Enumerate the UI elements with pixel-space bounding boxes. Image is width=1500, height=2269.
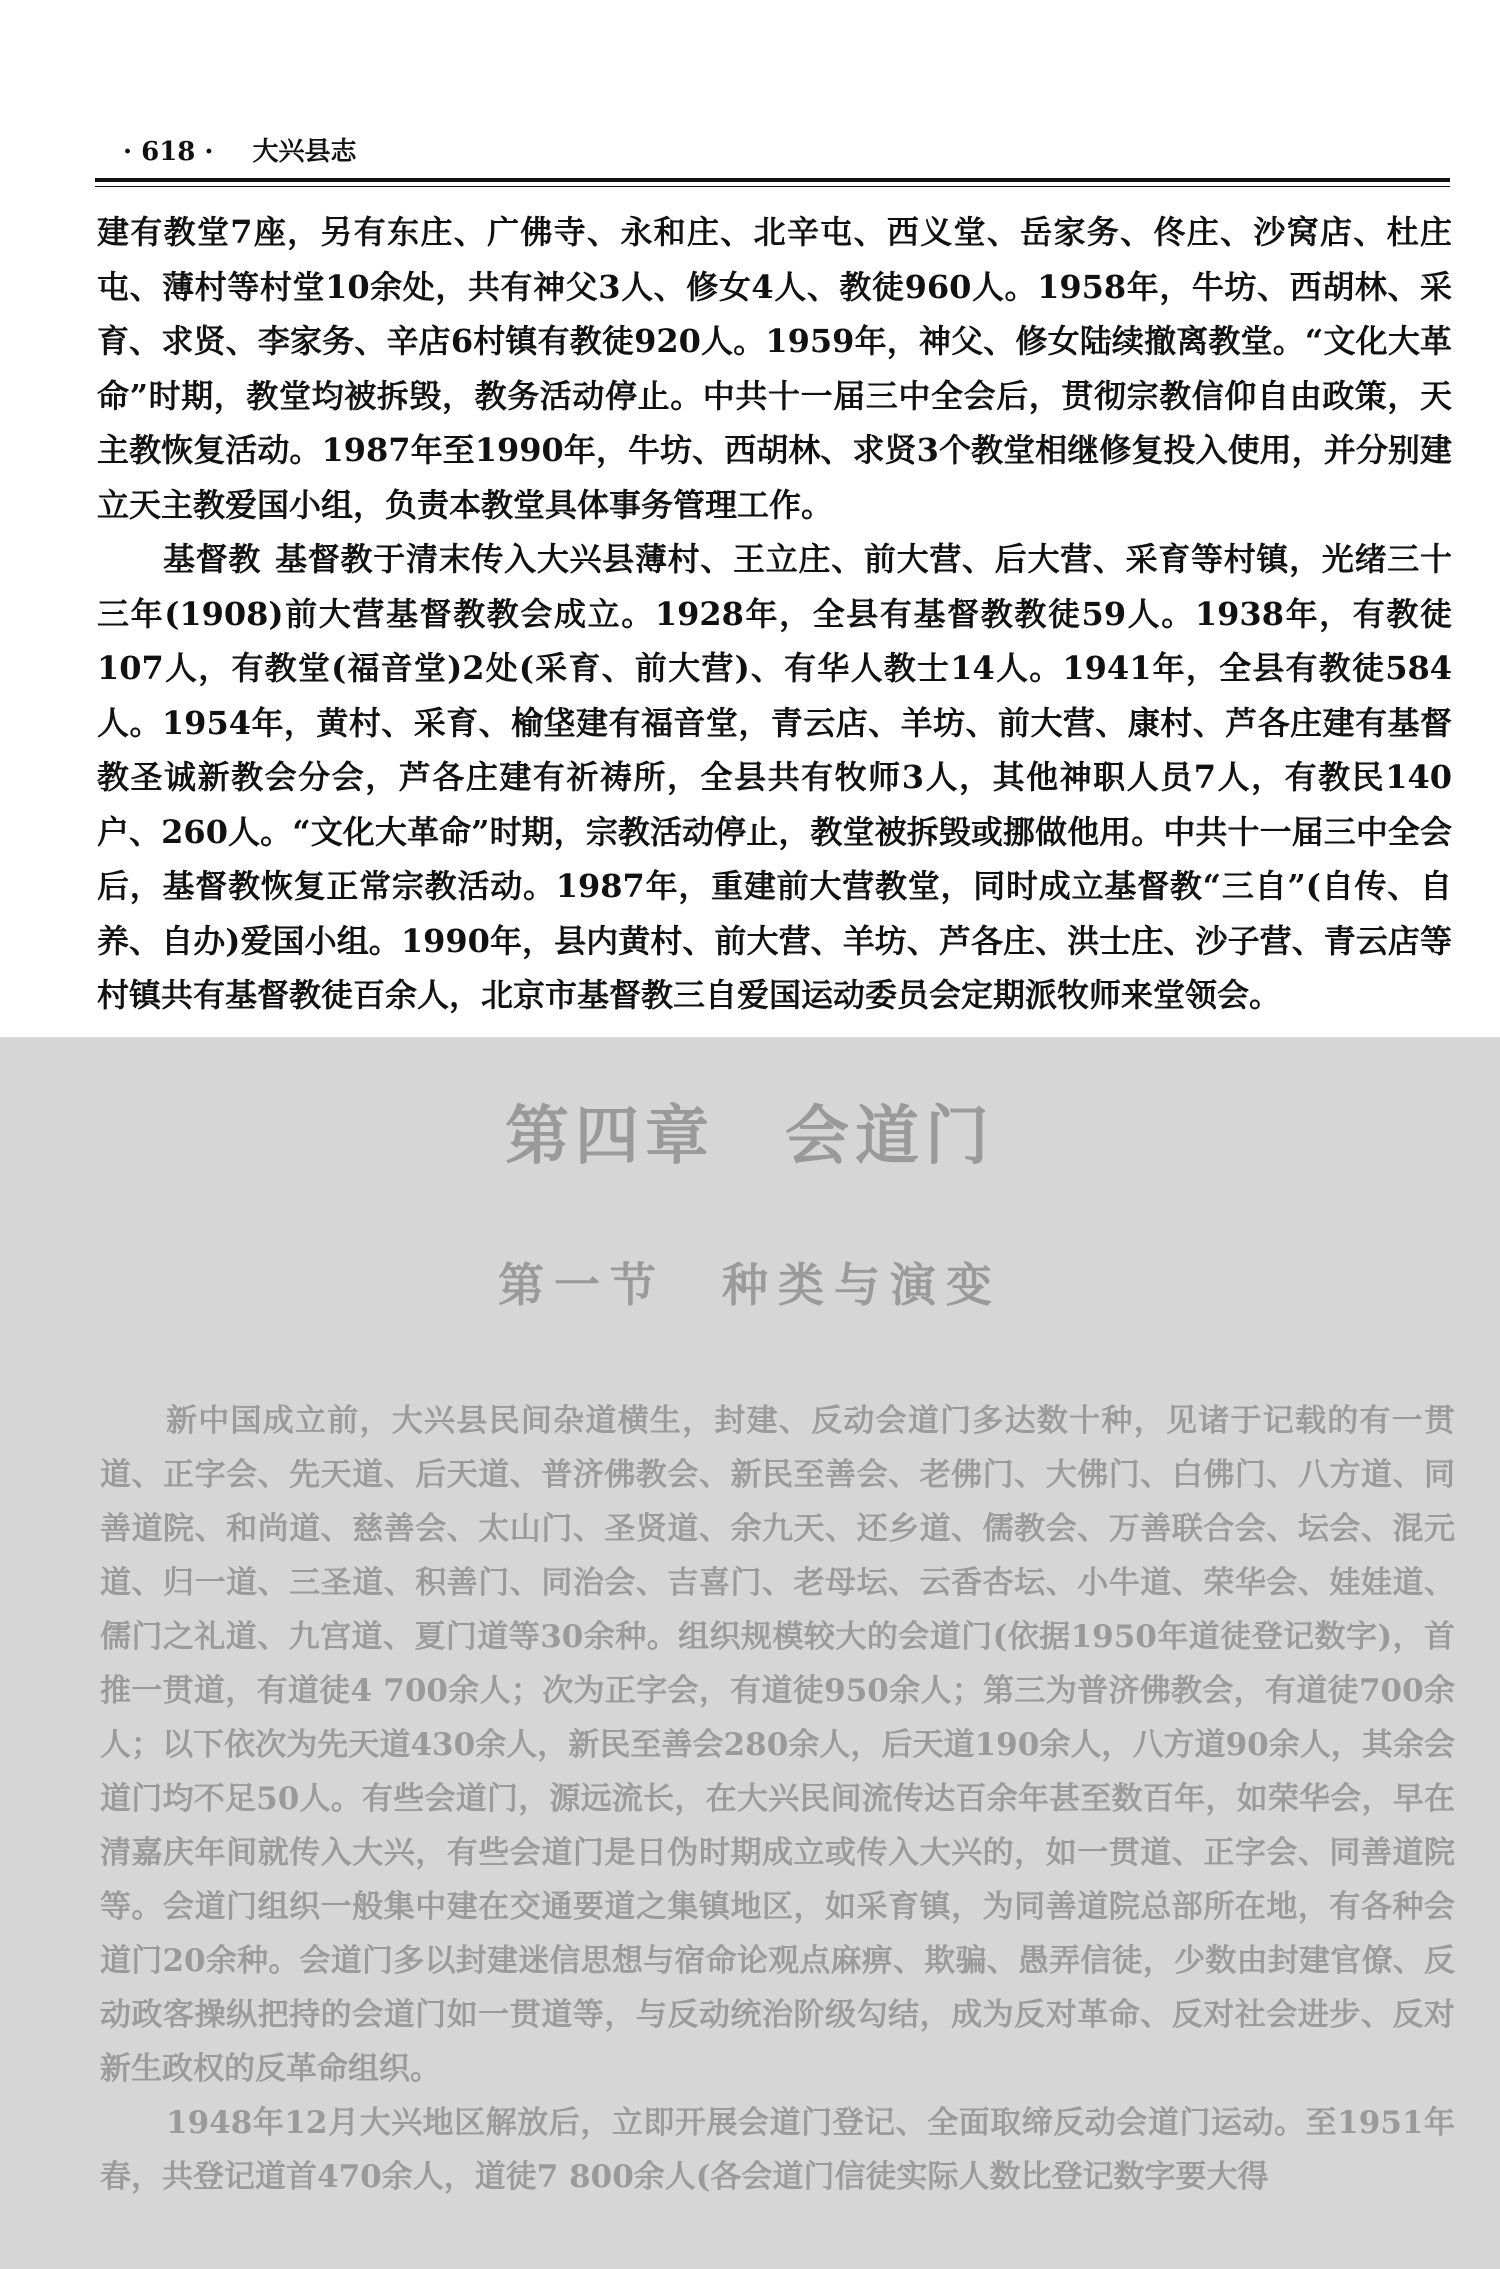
catholicism-christianity-section	[97, 205, 1452, 1023]
page-number: · 618 ·	[123, 137, 214, 167]
running-head	[123, 132, 357, 172]
term-christianity: 基督教	[163, 540, 262, 578]
header-rule-thin	[95, 186, 1450, 187]
paragraph-christianity	[97, 532, 1452, 1023]
page-header	[95, 132, 1450, 178]
book-title: 大兴县志	[252, 137, 357, 167]
section-title: 第一节 种类与演变	[498, 1258, 1002, 1312]
header-rule-thick	[95, 178, 1450, 182]
paragraph-sects: 新中国成立前，大兴县民间杂道横生，封建、反动会道门多达数十种，见诸于记载的有一贯道、正字会、先天道、后天道、普济佛教会、新民至善会、老佛门、大佛门、白佛门、八方道、同善道院、和尚道、慈善会、太山门、圣贤道、余九天、还乡道、儒教会、万善联合会、坛会、混元道、归一道、三圣道、积善门、同治会、吉喜门、老母坛、云香杏坛、小牛道、荣华会、娃娃道、儒门之礼道、九宫道、夏门道等30余种。组织规模较大的会道门(依据1950年道徒登记数字)，首推一贯道，有道徒4 700余人；次为正字会，有道徒950余人；第三为普济佛教会，有道徒700余人；以下依次为先天道430余人，新民至善会280余人，后天道190余人，八方道90余人，其余会道门均不足50人。有些会道门，源远流长，在大兴民间流传达百余年甚至数百年，如荣华会，早在清嘉庆年间就传入大兴，有些会道门是日伪时期成立或传入大兴的，如一贯道、正字会、同善道院等。会道门组织一般集中建在交通要道之集镇地区，如采育镇，为同善道院总部所在地，有各种会道门20余种。会道门多以封建迷信思想与宿命论观点麻痹、欺骗、愚弄信徒，少数由封建官僚、反动政客操纵把持的会道门如一贯道等，与反动统治阶级勾结，成为反对革命、反对社会进步、反对新生政权的反革命组织。	[100, 1403, 1455, 2087]
chapter-title: 第四章 会道门	[505, 1099, 995, 1174]
paragraph-catholicism: 建有教堂7座，另有东庄、广佛寺、永和庄、北辛屯、西义堂、岳家务、佟庄、沙窝店、杜庄屯、薄村等村堂10余处，共有神父3人、修女4人、教徒960人。1958年，牛坊、西胡林、采育、求贤、李家务、辛店6村镇有教徒920人。1959年，神父、修女陆续撤离教堂。“文化大革命”时期，教堂均被拆毁，教务活动停止。中共十一届三中全会后，贯彻宗教信仰自由政策，天主教恢复活动。1987年至1990年，牛坊、西胡林、求贤3个教堂相继修复投入使用，并分别建立天主教爱国小组，负责本教堂具体事务管理工作。	[97, 213, 1452, 524]
chapter-body	[100, 1394, 1455, 2204]
paragraph-christianity-text: 基督教于清末传入大兴县薄村、王立庄、前大营、后大营、采育等村镇，光绪三十三年(1908)前大营基督教教会成立。1928年，全县有基督教教徒59人。1938年，有教徒107人，有教堂(福音堂)2处(采育、前大营)、有华人教士14人。1941年，全县有教徒584人。1954年，黄村、采育、榆垡建有福音堂，青云店、羊坊、前大营、康村、芦各庄建有基督教圣诚新教会分会，芦各庄建有祈祷所，全县共有牧师3人，其他神职人员7人，有教民140户、260人。“文化大革命”时期，宗教活动停止，教堂被拆毁或挪做他用。中共十一届三中全会后，基督教恢复正常宗教活动。1987年，重建前大营教堂，同时成立基督教“三自”(自传、自养、自办)爱国小组。1990年，县内黄村、前大营、羊坊、芦各庄、洪士庄、沙子营、青云店等村镇共有基督教徒百余人，北京市基督教三自爱国运动委员会定期派牧师来堂领会。	[97, 540, 1452, 1014]
faded-chapter-panel	[0, 1037, 1500, 2269]
paragraph-liberation: 1948年12月大兴地区解放后，立即开展会道门登记、全面取缔反动会道门运动。至1951年春，共登记道首470余人，道徒7 800余人(各会道门信徒实际人数比登记数字要大得	[100, 2105, 1455, 2195]
